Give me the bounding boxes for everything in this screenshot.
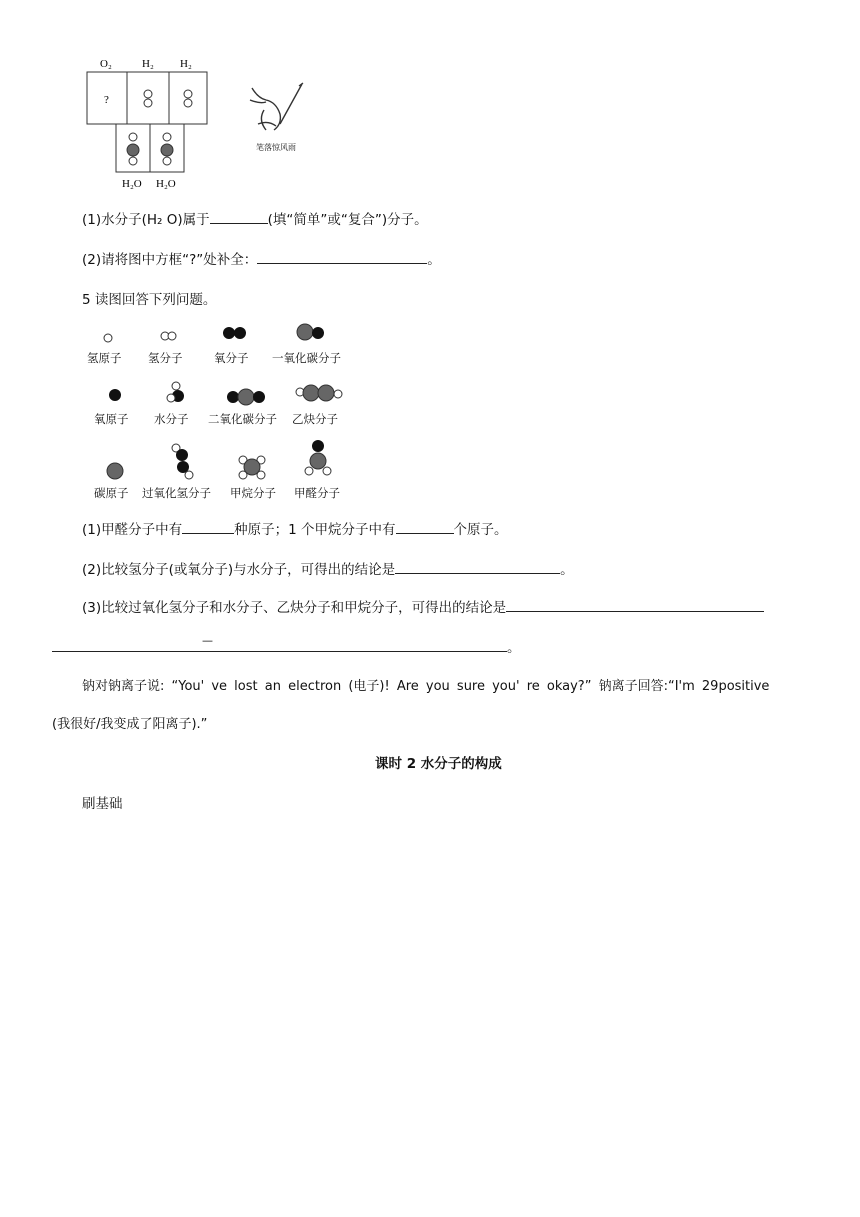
answer-blank[interactable] [395, 560, 560, 574]
q5-sub3-continuation [52, 636, 521, 656]
label-h2-a: H₂ [142, 58, 154, 70]
q5-sub2-prefix: (2)比较氢分子(或氧分子)与水分子，可得出的结论是 [82, 562, 396, 578]
q5-sub3-suffix: 。 [507, 640, 521, 656]
q5-sub1-c: 个原子。 [453, 522, 508, 538]
calligraphy-stamp [244, 80, 308, 155]
q5-sub1-b: 种原子；1 个甲烷分子中有 [234, 522, 396, 538]
joke-line-2: (我很好/我变成了阳离子).” [52, 717, 208, 732]
label-carbon-atom: 碳原子 [94, 486, 129, 500]
unknown-mark: ? [104, 94, 109, 106]
label-hydrogen-molecule: 氢分子 [148, 351, 183, 365]
label-h2o2-molecule: 过氧化氢分子 [142, 486, 211, 500]
label-h2o-b: H₂O [156, 178, 176, 190]
answer-blank[interactable] [52, 634, 507, 652]
q4-sub2-prefix: (2)请将图中方框“?”处补全： [82, 252, 258, 268]
label-water-molecule: 水分子 [154, 412, 189, 426]
label-acetylene-molecule: 乙炔分子 [292, 412, 338, 426]
label-o2: O₂ [100, 58, 112, 70]
label-h2-b: H₂ [180, 58, 192, 70]
q4-sub1-prefix: (1)水分子(H₂ O)属于 [82, 212, 210, 228]
q4-sub2 [82, 248, 441, 268]
label-oxygen-molecule: 氧分子 [214, 351, 249, 365]
answer-blank[interactable] [506, 598, 764, 612]
stamp-caption: 笔落惊风雨 [256, 143, 296, 152]
label-co2-molecule: 二氧化碳分子 [208, 412, 277, 426]
section-subtitle: 刷基础 [82, 796, 123, 812]
q5-sub1 [82, 518, 508, 538]
label-oxygen-atom: 氧原子 [94, 412, 129, 426]
answer-blank[interactable] [257, 250, 427, 264]
joke-line-1: 钠对钠离子说: “You' ve lost an electron (电子)! Are you sure you' re okay?” 钠离子回答:“I'm 29positive [82, 679, 770, 694]
label-hydrogen-atom: 氢原子 [87, 351, 122, 365]
molecule-legend [82, 320, 362, 505]
q5-sub1-a: (1)甲醛分子中有 [82, 522, 183, 538]
q5-heading: 5 读图回答下列问题。 [82, 292, 217, 308]
q4-sub2-suffix: 。 [427, 252, 441, 268]
q5-sub2 [82, 558, 574, 578]
q5-sub2-suffix: 。 [560, 562, 574, 578]
q5-sub3-dash: — [202, 634, 213, 647]
label-h2o-a: H₂O [122, 178, 142, 190]
section-title: 课时 2 水分子的构成 [375, 756, 502, 772]
label-methane-molecule: 甲烷分子 [230, 486, 276, 500]
answer-blank[interactable] [182, 520, 234, 534]
q4-sub1-suffix: (填“简单”或“复合”)分子。 [267, 212, 428, 228]
q5-sub3-prefix: (3)比较过氧化氢分子和水分子、乙炔分子和甲烷分子，可得出的结论是 [82, 600, 507, 616]
label-formaldehyde-molecule: 甲醛分子 [294, 486, 340, 500]
label-co-molecule: 一氧化碳分子 [272, 351, 341, 365]
q4-sub1 [82, 208, 428, 228]
q5-sub3 [82, 596, 764, 616]
answer-blank[interactable] [210, 210, 268, 224]
answer-blank[interactable] [396, 520, 454, 534]
molecule-box-diagram [86, 54, 211, 194]
